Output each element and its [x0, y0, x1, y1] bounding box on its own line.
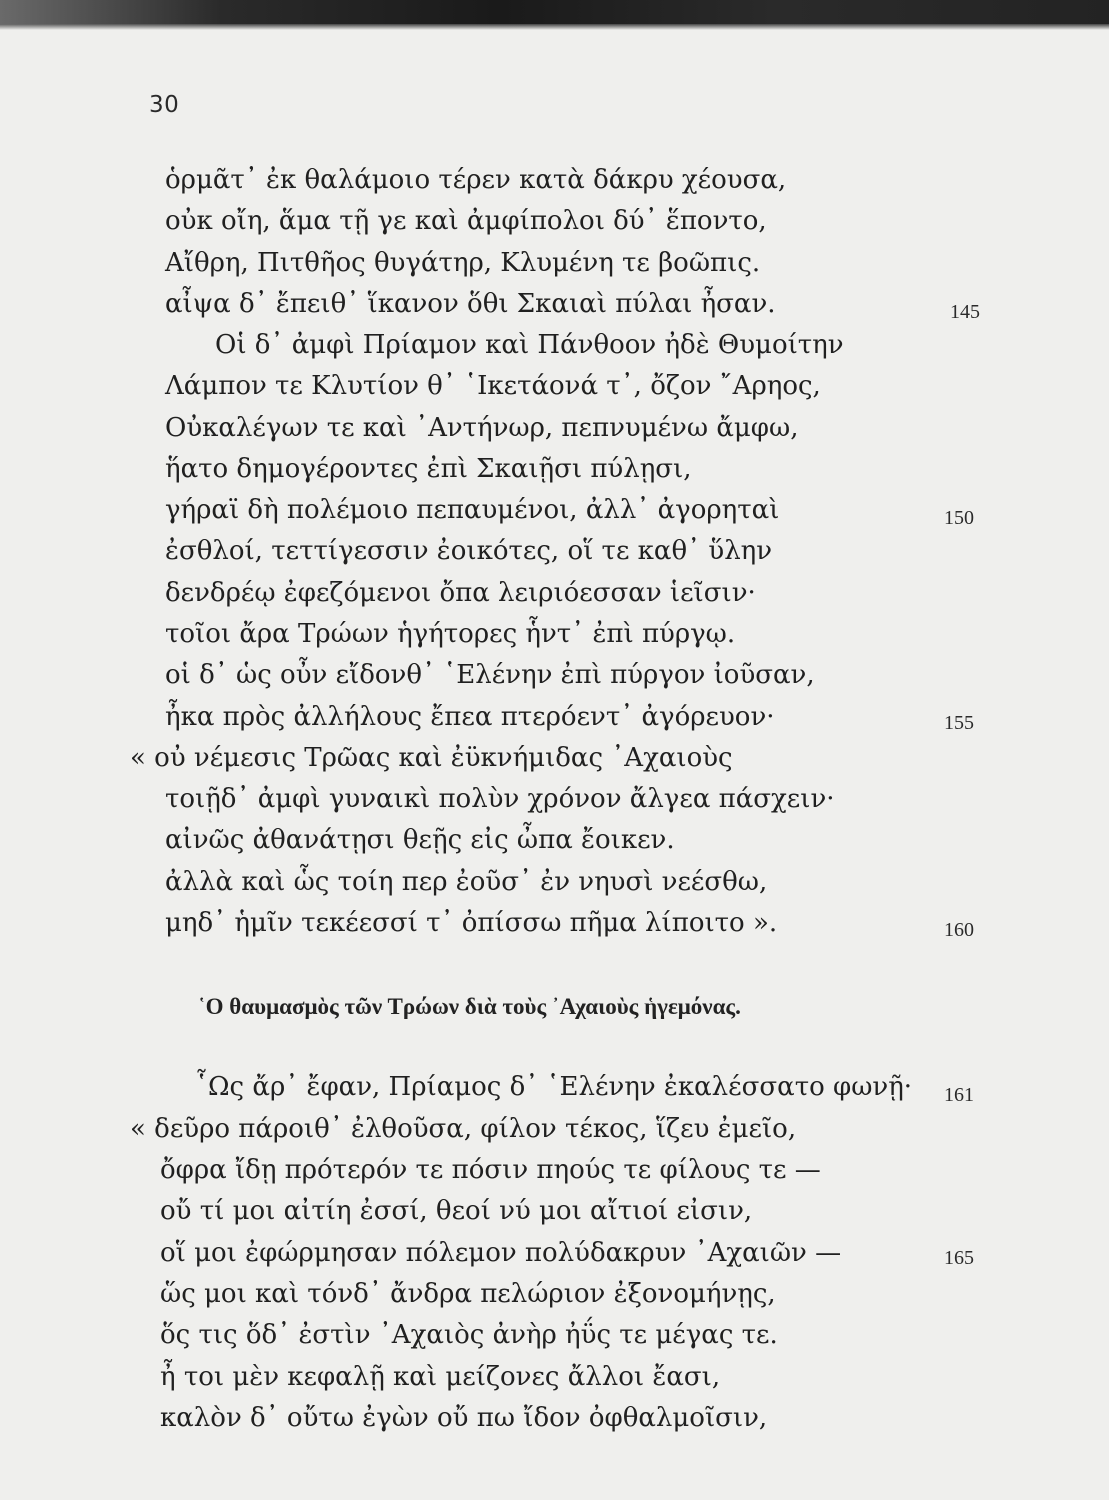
verse-line: τοιῇδ᾿ ἀμφὶ γυναικὶ πολὺν χρόνον ἄλγεα πάσχειν·	[165, 784, 835, 814]
verse-line: ὅς τις ὅδ᾿ ἐστὶν ᾿Αχαιὸς ἀνὴρ ἠΰς τε μέγας τε.	[160, 1320, 778, 1350]
line-number: 145	[950, 301, 980, 323]
verse-line: ἦκα πρὸς ἀλλήλους ἔπεα πτερόεντ᾿ ἀγόρευον·	[165, 702, 775, 732]
verse-line: Λάμπον τε Κλυτίον θ᾿ ῾Ικετάονά τ᾿, ὄζον ῎Αρηος,	[165, 371, 821, 401]
verse-line: ὄφρα ἴδῃ πρότερόν τε πόσιν πηούς τε φίλους τε —	[160, 1155, 821, 1185]
verse-line: Αἴθρη, Πιτθῆος θυγάτηρ, Κλυμένη τε βοῶπις.	[165, 248, 761, 278]
verse-line: ὁρμᾶτ᾿ ἐκ θαλάμοιο τέρεν κατὰ δάκρυ χέουσα,	[165, 165, 787, 195]
verse-line: δενδρέῳ ἐφεζόμενοι ὄπα λειριόεσσαν ἱεῖσιν·	[165, 578, 756, 608]
verse-line: « οὐ νέμεσις Τρῶας καὶ ἐϋκνήμιδας ᾿Αχαιοὺς	[130, 743, 733, 773]
scan-top-edge	[0, 0, 1109, 30]
verse-line: ἥατο δημογέροντες ἐπὶ Σκαιῇσι πύλῃσι,	[165, 454, 692, 484]
verse-line: Οὐκαλέγων τε καὶ ᾿Αντήνωρ, πεπνυμένω ἄμφω,	[165, 413, 799, 443]
section-heading: ῾Ο θαυμασμὸς τῶν Τρώων διὰ τοὺς ᾿Αχαιοὺς ἡγεμόνας.	[198, 994, 741, 1019]
verse-line: ὥς μοι καὶ τόνδ᾿ ἄνδρα πελώριον ἐξονομήνῃς,	[160, 1279, 776, 1309]
verse-line: καλὸν δ᾿ οὔτω ἐγὼν οὔ πω ἴδον ὀφθαλμοῖσιν,	[160, 1403, 768, 1433]
verse-line: αἶψα δ᾿ ἔπειθ᾿ ἵκανον ὅθι Σκαιαὶ πύλαι ἦσαν.	[165, 289, 776, 319]
verse-line: τοῖοι ἄρα Τρώων ἡγήτορες ἧντ᾿ ἐπὶ πύργῳ.	[165, 619, 736, 649]
verse-line: αἰνῶς ἀθανάτῃσι θεῇς εἰς ὦπα ἔοικεν.	[165, 825, 675, 855]
line-number: 165	[944, 1247, 974, 1269]
verse-line: Οἱ δ᾿ ἀμφὶ Πρίαμον καὶ Πάνθοον ἠδὲ Θυμοίτην	[215, 330, 844, 360]
verse-line: μηδ᾿ ἡμῖν τεκέεσσί τ᾿ ὀπίσσω πῆμα λίποιτο ».	[165, 908, 778, 938]
verse-line: ἐσθλοί, τεττίγεσσιν ἐοικότες, οἵ τε καθ᾿ ὕλην	[165, 536, 773, 566]
verse-line: γήραϊ δὴ πολέμοιο πεπαυμένοι, ἀλλ᾿ ἀγορηταὶ	[165, 495, 780, 525]
verse-line: οἱ δ᾿ ὡς οὖν εἴδονθ᾿ ῾Ελένην ἐπὶ πύργον ἰοῦσαν,	[165, 660, 815, 690]
verse-line: οὐκ οἴη, ἅμα τῇ γε καὶ ἀμφίπολοι δύ᾿ ἕποντο,	[165, 206, 767, 236]
verse-line: οὔ τί μοι αἰτίη ἐσσί, θεοί νύ μοι αἴτιοί εἰσιν,	[160, 1196, 753, 1226]
verse-line: « δεῦρο πάροιθ᾿ ἐλθοῦσα, φίλον τέκος, ἵζευ ἐμεῖο,	[130, 1114, 797, 1144]
line-number: 160	[944, 919, 974, 941]
verse-line: ἦ τοι μὲν κεφαλῇ καὶ μείζονες ἄλλοι ἔασι,	[160, 1362, 721, 1392]
line-number: 161	[944, 1084, 974, 1106]
line-number: 150	[944, 507, 974, 529]
page-number: 30	[149, 92, 180, 118]
verse-line: οἵ μοι ἐφώρμησαν πόλεμον πολύδακρυν ᾿Αχαιῶν —	[160, 1238, 842, 1268]
verse-line: ἀλλὰ καὶ ὧς τοίη περ ἐοῦσ᾿ ἐν νηυσὶ νεέσθω,	[165, 867, 768, 897]
line-number: 155	[944, 712, 974, 734]
verse-line: ῟Ως ἄρ᾿ ἔφαν, Πρίαμος δ᾿ ῾Ελένην ἐκαλέσσατο φωνῇ·	[195, 1072, 913, 1102]
